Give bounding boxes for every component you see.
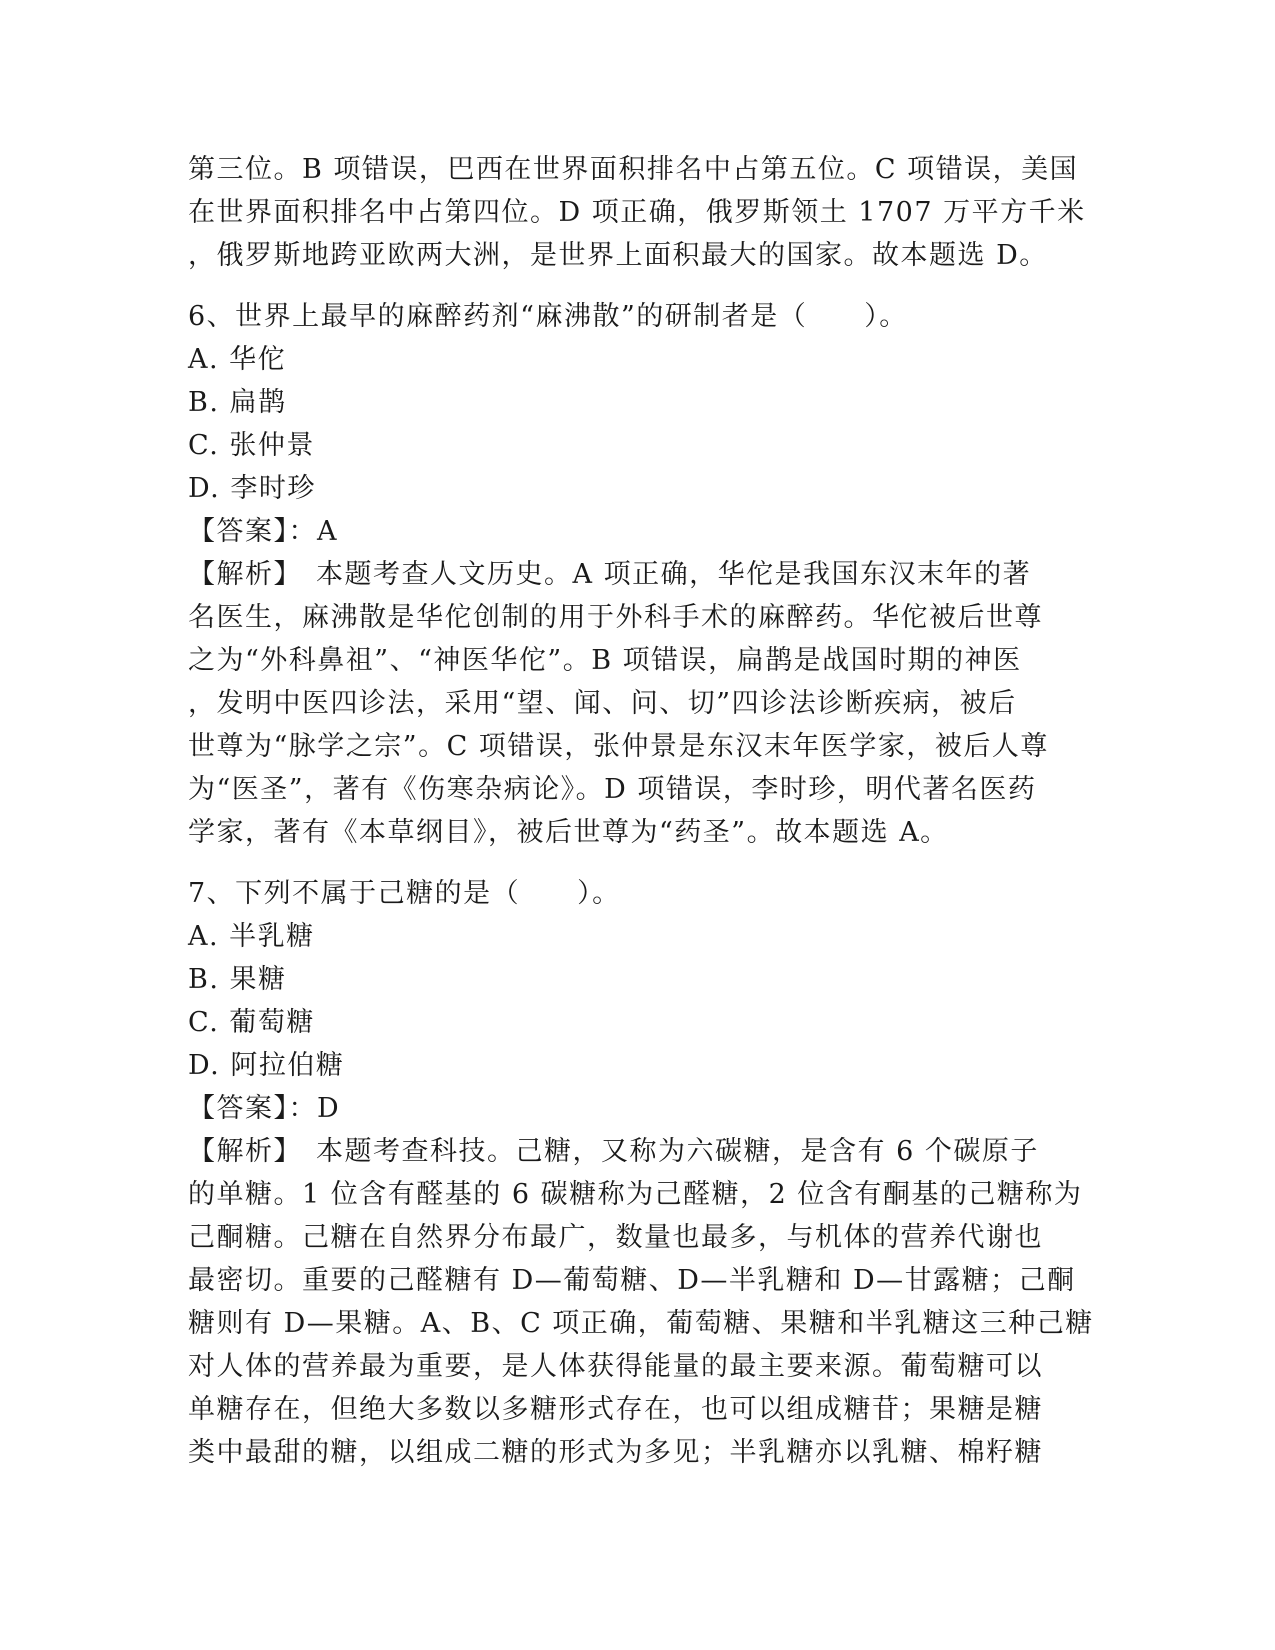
text-line: 世尊为“脉学之宗”。C 项错误，张仲景是东汉末年医学家，被后人尊 [188,731,1049,762]
answer-label: 【答案】 [188,1093,289,1124]
text-line: 名医生，麻沸散是华佗创制的用于外科手术的麻醉药。华佗被后世尊 [188,602,1043,633]
text-line: 为“医圣”，著有《伤寒杂病论》。D 项错误，李时珍，明代著名医药 [188,774,1037,805]
intro-paragraph [188,148,1088,277]
option-c: C. 葡萄糖 [188,1007,315,1038]
analysis-label: 【解析】 [188,1136,302,1167]
question-text: 7、下列不属于己糖的是（ ）。 [188,878,621,909]
analysis-text: 本题考查人文历史。A 项正确，华佗是我国东汉末年的著 [316,559,1032,590]
answer-label: 【答案】 [188,516,289,547]
text-line: 对人体的营养最为重要，是人体获得能量的最主要来源。葡萄糖可以 [188,1351,1043,1382]
text-line: ，俄罗斯地跨亚欧两大洲，是世界上面积最大的国家。故本题选 D。 [188,240,1048,271]
text-line: 的单糖。1 位含有醛基的 6 碳糖称为己醛糖，2 位含有酮基的己糖称为 [188,1179,1083,1210]
text-line: 最密切。重要的己醛糖有 D—葡萄糖、D—半乳糖和 D—甘露糖；己酮 [188,1265,1076,1296]
answer-value: ：D [288,1093,341,1124]
analysis-text: 本题考查科技。己糖，又称为六碳糖，是含有 6 个碳原子 [316,1136,1039,1167]
text-line: ，发明中医四诊法，采用“望、闻、问、切”四诊法诊断疾病，被后 [188,688,1017,719]
option-b: B. 扁鹊 [188,387,287,418]
question-6 [188,295,1088,854]
question-7 [188,872,1094,1474]
text-line: 糖则有 D—果糖。A、B、C 项正确，葡萄糖、果糖和半乳糖这三种己糖 [188,1308,1094,1339]
text-line: 单糖存在，但绝大多数以多糖形式存在，也可以组成糖苷；果糖是糖 [188,1394,1043,1425]
option-a: A. 半乳糖 [188,921,315,952]
text-line: 第三位。B 项错误，巴西在世界面积排名中占第五位。C 项错误，美国 [188,154,1079,185]
analysis-first-line [188,553,1088,596]
question-text: 6、世界上最早的麻醉药剂“麻沸散”的研制者是（ ）。 [188,301,908,332]
text-line: 学家，著有《本草纲目》，被后世尊为“药圣”。故本题选 A。 [188,817,949,848]
option-a: A. 华佗 [188,344,287,375]
option-d: D. 阿拉伯糖 [188,1050,345,1081]
answer-value: ：A [288,516,338,547]
option-c: C. 张仲景 [188,430,315,461]
text-line: 之为“外科鼻祖”、“神医华佗”。B 项错误，扁鹊是战国时期的神医 [188,645,1022,676]
document-page [188,148,1094,1474]
analysis-first-line [188,1130,1088,1173]
answer-line [188,1087,1088,1130]
analysis-paragraph [188,553,1088,854]
analysis-paragraph [188,1130,1094,1474]
answer-line [188,510,1088,553]
analysis-label: 【解析】 [188,559,302,590]
text-line: 类中最甜的糖，以组成二糖的形式为多见；半乳糖亦以乳糖、棉籽糖 [188,1437,1043,1468]
text-line: 在世界面积排名中占第四位。D 项正确，俄罗斯领土 1707 万平方千米 [188,197,1086,228]
option-d: D. 李时珍 [188,473,316,504]
text-line: 己酮糖。己糖在自然界分布最广，数量也最多，与机体的营养代谢也 [188,1222,1043,1253]
option-b: B. 果糖 [188,964,287,995]
